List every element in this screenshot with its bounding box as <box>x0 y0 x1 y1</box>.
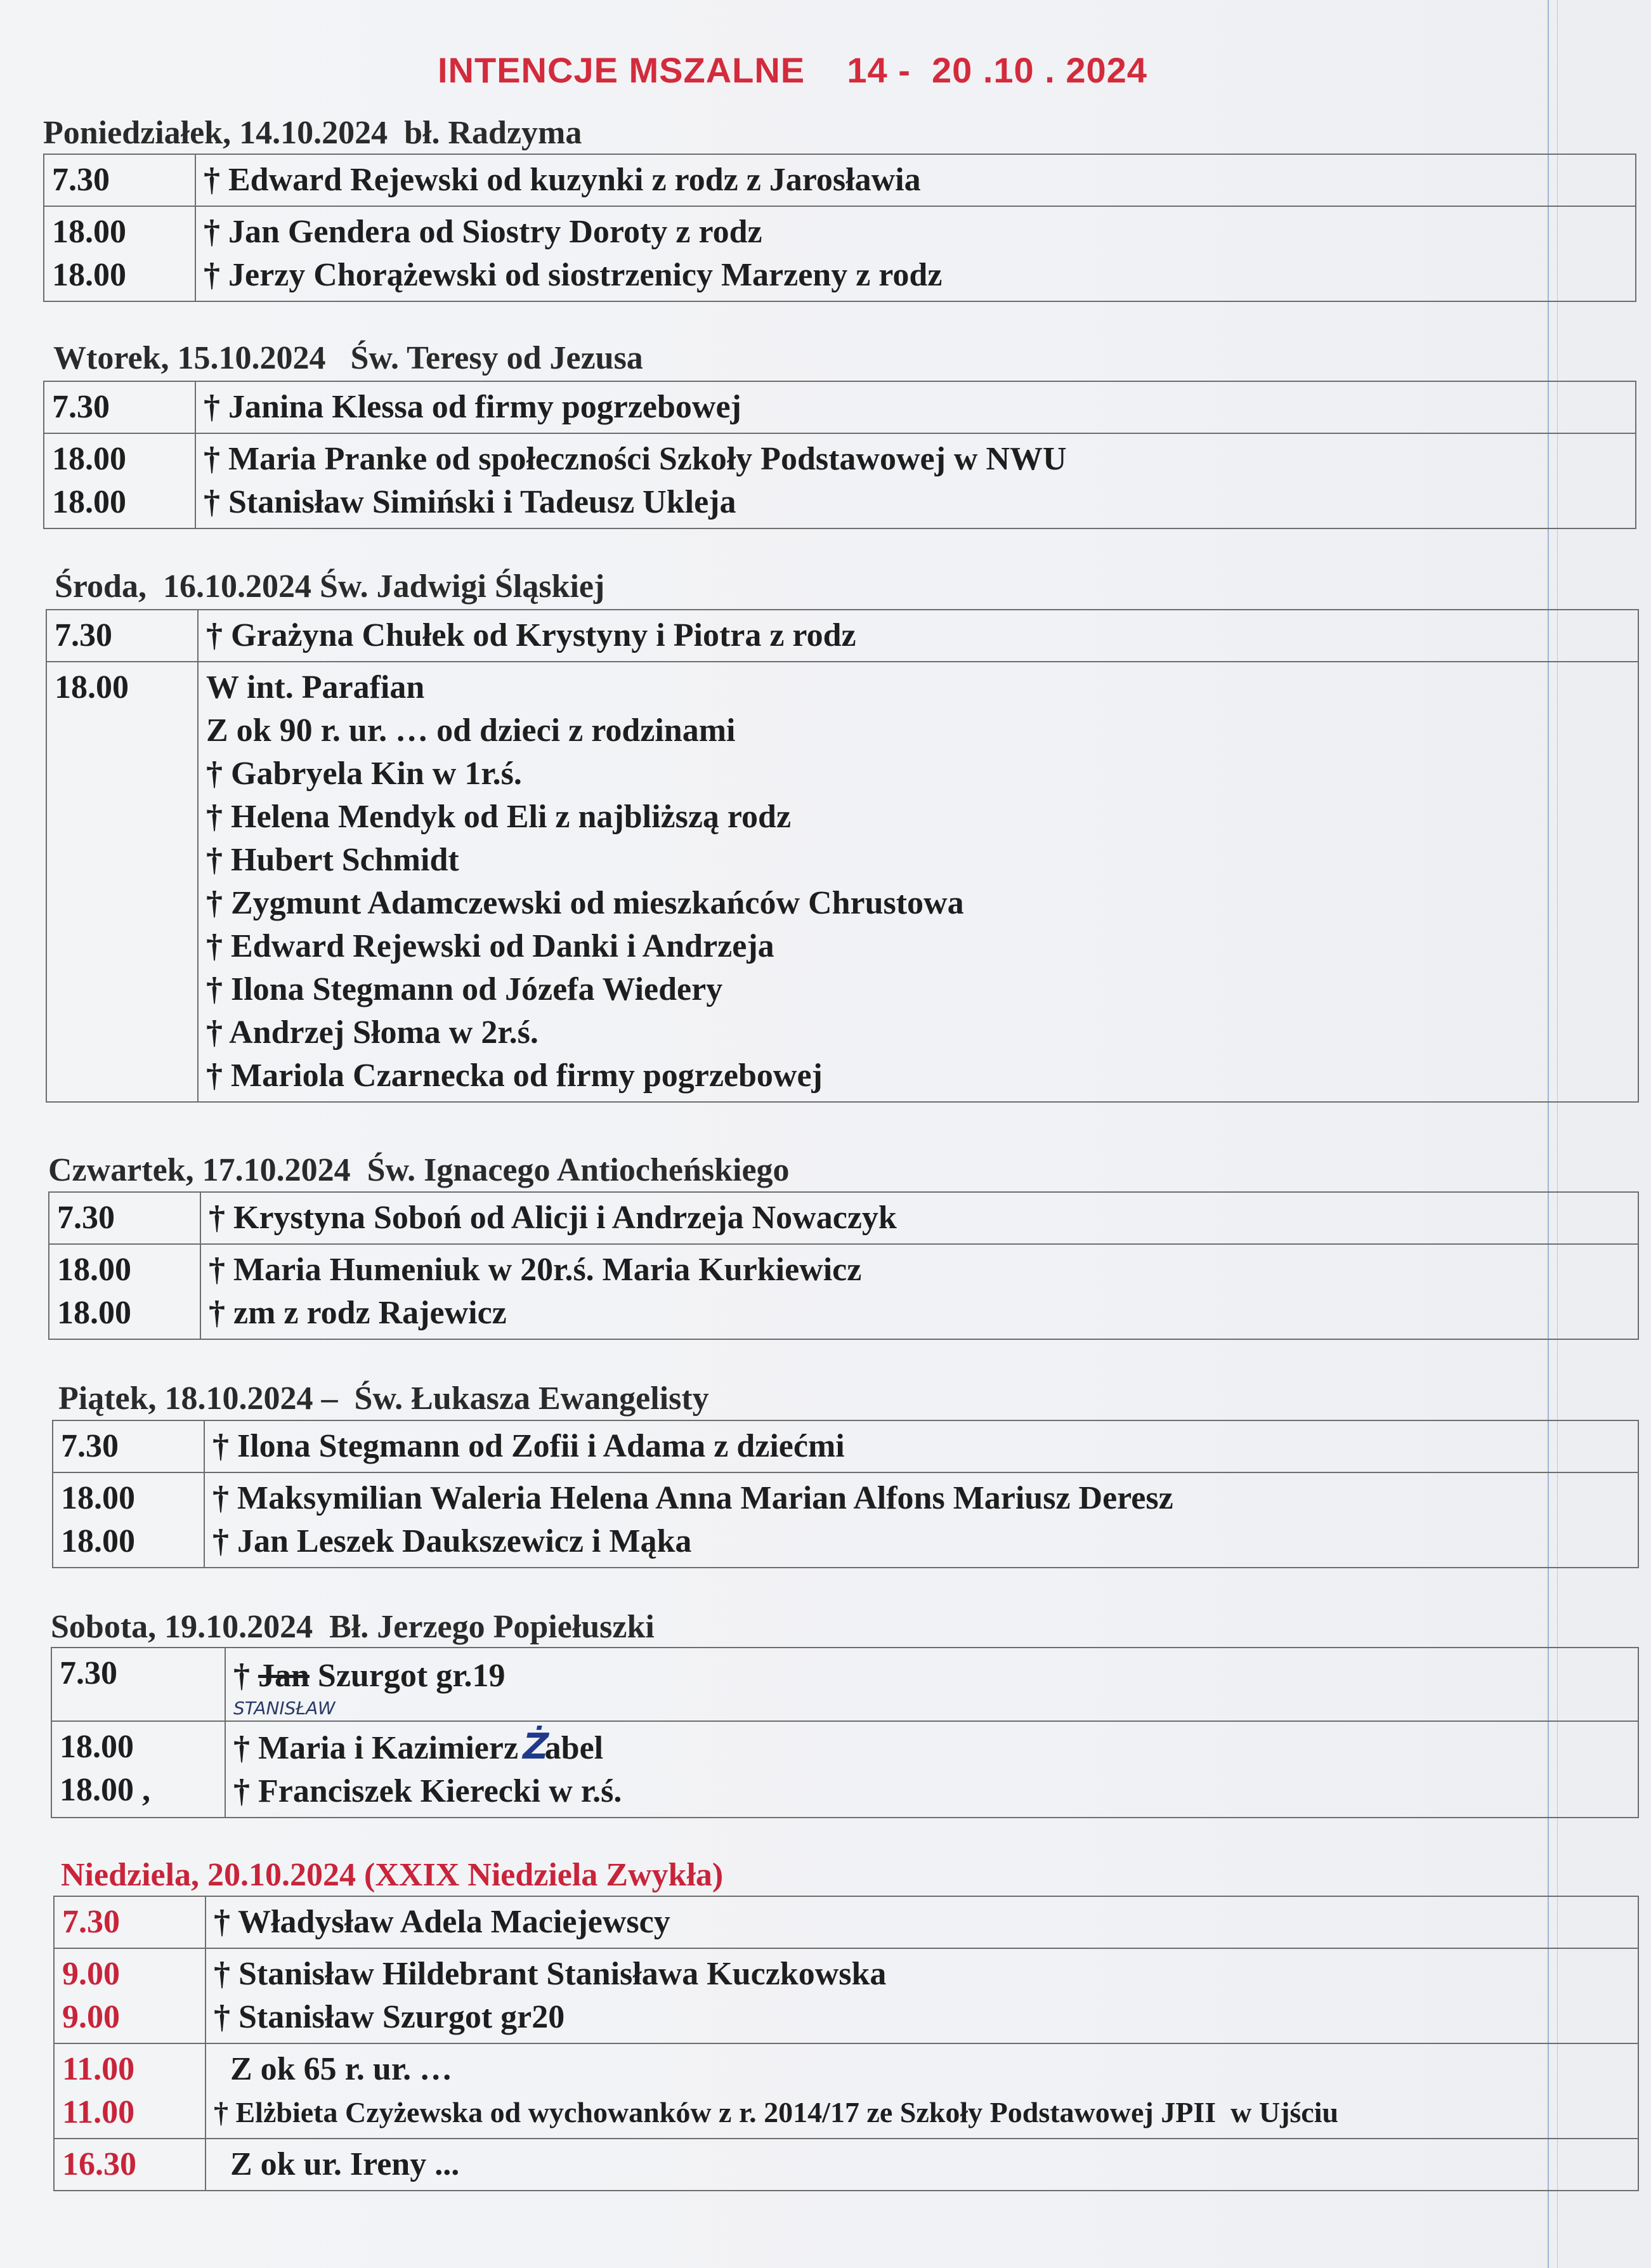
intentions-table-sunday <box>53 1896 1639 2191</box>
intention-part: † Maria i Kazimierz <box>233 1730 527 1766</box>
intention-text: † zm z rodz Rajewicz <box>209 1295 507 1331</box>
intention-text: † Edward Rejewski od Danki i Andrzeja <box>206 928 774 964</box>
intention-cell <box>200 1244 1638 1339</box>
table-row <box>54 1896 1638 1948</box>
mass-time: 7.30 <box>55 617 112 653</box>
table-row <box>54 2139 1638 2191</box>
intention-cell <box>198 662 1638 1102</box>
mass-time: 16.30 <box>62 2146 136 2182</box>
table-row <box>51 1721 1638 1818</box>
intention-text: W int. Parafian <box>206 669 425 705</box>
intention-text: † Grażyna Chułek od Krystyny i Piotra z rodz <box>206 617 856 653</box>
table-row <box>49 1244 1638 1339</box>
mass-time: 7.30 <box>61 1428 119 1464</box>
mass-time-cell <box>46 610 198 662</box>
intentions-table-friday <box>52 1420 1639 1568</box>
mass-time: 7.30 <box>52 389 110 425</box>
intention-text: Z ok ur. Ireny ... <box>214 2146 460 2182</box>
intention-text: † Maria Humeniuk w 20r.ś. Maria Kurkiewicz <box>209 1252 862 1288</box>
intention-text: † Hubert Schmidt <box>206 842 459 878</box>
intention-text: † Krystyna Soboń od Alicji i Andrzeja Nowaczyk <box>209 1200 897 1236</box>
mass-time: 7.30 <box>52 162 110 198</box>
intention-text: † Stanisław Szurgot gr20 <box>214 1999 565 2035</box>
mass-time-cell <box>53 1420 204 1472</box>
intention-cell <box>200 1192 1638 1244</box>
intention-text: † Maksymilian Waleria Helena Anna Marian Alfons Mariusz Deresz <box>212 1480 1173 1516</box>
table-row <box>44 433 1636 528</box>
mass-time: 7.30 <box>60 1655 117 1691</box>
intention-text: † Jan Leszek Daukszewicz i Mąka <box>212 1523 692 1559</box>
table-row <box>53 1420 1638 1472</box>
intention-text: † Elżbieta Czyżewska od wychowanków z r. 2014/17 ze Szkoły Podstawowej JPII w Ujściu <box>214 2096 1339 2128</box>
intention-part: abel <box>544 1730 604 1766</box>
table-row <box>53 1472 1638 1568</box>
cross-symbol: † <box>233 1658 258 1694</box>
day-heading-wednesday: Środa, 16.10.2024 Św. Jadwigi Śląskiej <box>55 568 605 605</box>
table-row <box>46 610 1638 662</box>
intention-text: † Edward Rejewski od kuzynki z rodz z Jarosławia <box>204 162 921 198</box>
mass-time: 18.00 <box>52 257 126 293</box>
intention-text: Z ok 65 r. ur. … <box>214 2051 453 2087</box>
day-heading-sunday: Niedziela, 20.10.2024 (XXIX Niedziela Zwykła) <box>61 1857 724 1893</box>
intention-cell <box>206 1896 1638 1948</box>
mass-time: 18.00 <box>52 484 126 520</box>
day-heading-saturday: Sobota, 19.10.2024 Bł. Jerzego Popiełuszki <box>51 1609 655 1645</box>
mass-time-cell <box>46 662 198 1102</box>
intentions-table-monday <box>43 154 1636 302</box>
intention-text: † Franciszek Kierecki w r.ś. <box>233 1773 622 1809</box>
mass-time-cell <box>53 1472 204 1568</box>
intention-text: † Mariola Czarnecka od firmy pogrzebowej <box>206 1058 823 1094</box>
intention-cell <box>195 154 1636 206</box>
mass-time: 7.30 <box>57 1200 115 1236</box>
mass-time: 18.00 <box>55 669 129 705</box>
intention-text <box>233 1726 1631 1770</box>
intention-cell <box>195 206 1636 301</box>
intention-cell <box>195 381 1636 433</box>
intention-text: † Maria Pranke od społeczności Szkoły Podstawowej w NWU <box>204 441 1067 477</box>
day-heading-thursday: Czwartek, 17.10.2024 Św. Ignacego Antiocheńskiego <box>48 1152 790 1188</box>
table-row <box>44 154 1636 206</box>
mass-time: 18.00 <box>61 1523 135 1559</box>
mass-time-cell <box>44 381 195 433</box>
table-row <box>49 1192 1638 1244</box>
intention-cell <box>204 1472 1638 1568</box>
intention-cell <box>225 1648 1638 1721</box>
intention-text: † Ilona Stegmann od Zofii i Adama z dziećmi <box>212 1428 845 1464</box>
intention-text: † Stanisław Hildebrant Stanisława Kuczkowska <box>214 1956 887 1992</box>
handwritten-correction: STANISŁAW <box>233 1698 336 1719</box>
intentions-table-tuesday <box>43 381 1636 529</box>
intentions-table-thursday <box>48 1191 1639 1340</box>
intention-text: † Ilona Stegmann od Józefa Wiedery <box>206 971 723 1007</box>
mass-time: 18.00 <box>60 1729 134 1765</box>
struck-name: Jan <box>258 1658 310 1694</box>
mass-time-cell <box>44 154 195 206</box>
day-heading-tuesday: Wtorek, 15.10.2024 Św. Teresy od Jezusa <box>53 340 643 376</box>
intention-text: † Jerzy Chorążewski od siostrzenicy Marzeny z rodz <box>204 257 943 293</box>
intention-text: † Andrzej Słoma w 2r.ś. <box>206 1014 538 1051</box>
mass-time: 11.00 <box>62 2094 135 2130</box>
table-row <box>44 381 1636 433</box>
intention-text: † Janina Klessa od firmy pogrzebowej <box>204 389 741 425</box>
mass-time-cell <box>54 2139 206 2191</box>
intention-cell <box>206 1948 1638 2043</box>
mass-time-cell <box>44 206 195 301</box>
mass-time-cell <box>54 1896 206 1948</box>
intention-text: † Stanisław Simiński i Tadeusz Ukleja <box>204 484 736 520</box>
intention-cell <box>206 2043 1638 2139</box>
intentions-table-saturday <box>51 1647 1639 1818</box>
intention-text: Z ok 90 r. ur. … od dzieci z rodzinami <box>206 712 736 749</box>
intention-text: † Helena Mendyk od Eli z najbliższą rodz <box>206 799 792 835</box>
day-heading-friday: Piątek, 18.10.2024 – Św. Łukasza Ewangelisty <box>58 1380 709 1417</box>
intention-text: † Gabryela Kin w 1r.ś. <box>206 756 522 792</box>
page-title: INTENCJE MSZALNE 14 - 20 .10 . 2024 <box>438 50 1147 90</box>
intention-cell <box>225 1721 1638 1818</box>
mass-time-cell <box>51 1648 225 1721</box>
mass-time-cell <box>54 1948 206 2043</box>
mass-time: 18.00 <box>61 1480 135 1516</box>
mass-time-cell <box>44 433 195 528</box>
handwritten-letter: Ż <box>518 1726 553 1767</box>
mass-time: 18.00 <box>57 1295 131 1331</box>
intention-cell <box>204 1420 1638 1472</box>
mass-time: 9.00 <box>62 1956 120 1992</box>
mass-time-cell <box>49 1192 200 1244</box>
intention-cell <box>198 610 1638 662</box>
table-row <box>44 206 1636 301</box>
intention-text: † Władysław Adela Maciejewscy <box>214 1904 670 1940</box>
intention-text: † Zygmunt Adamczewski od mieszkańców Chrustowa <box>206 885 964 921</box>
mass-time: 18.00 <box>57 1252 131 1288</box>
table-row <box>51 1648 1638 1721</box>
table-row <box>54 1948 1638 2043</box>
intention-text: † Jan Gendera od Siostry Doroty z rodz <box>204 214 762 250</box>
table-row <box>54 2043 1638 2139</box>
mass-time: 9.00 <box>62 1999 120 2035</box>
mass-time: 11.00 <box>62 2051 135 2087</box>
mass-time: 18.00 <box>52 214 126 250</box>
mass-time-cell <box>49 1244 200 1339</box>
mass-time: 18.00 , <box>60 1772 150 1808</box>
intention-cell <box>195 433 1636 528</box>
mass-time-cell <box>54 2043 206 2139</box>
day-heading-monday: Poniedziałek, 14.10.2024 bł. Radzyma <box>43 115 582 151</box>
mass-time: 18.00 <box>52 441 126 477</box>
intention-cell <box>206 2139 1638 2191</box>
intentions-table-wednesday <box>46 609 1639 1103</box>
mass-time-cell <box>51 1721 225 1818</box>
intention-text <box>233 1655 1631 1698</box>
mass-time: 7.30 <box>62 1904 120 1940</box>
intention-rest: Szurgot gr.19 <box>309 1658 506 1694</box>
table-row <box>46 662 1638 1102</box>
